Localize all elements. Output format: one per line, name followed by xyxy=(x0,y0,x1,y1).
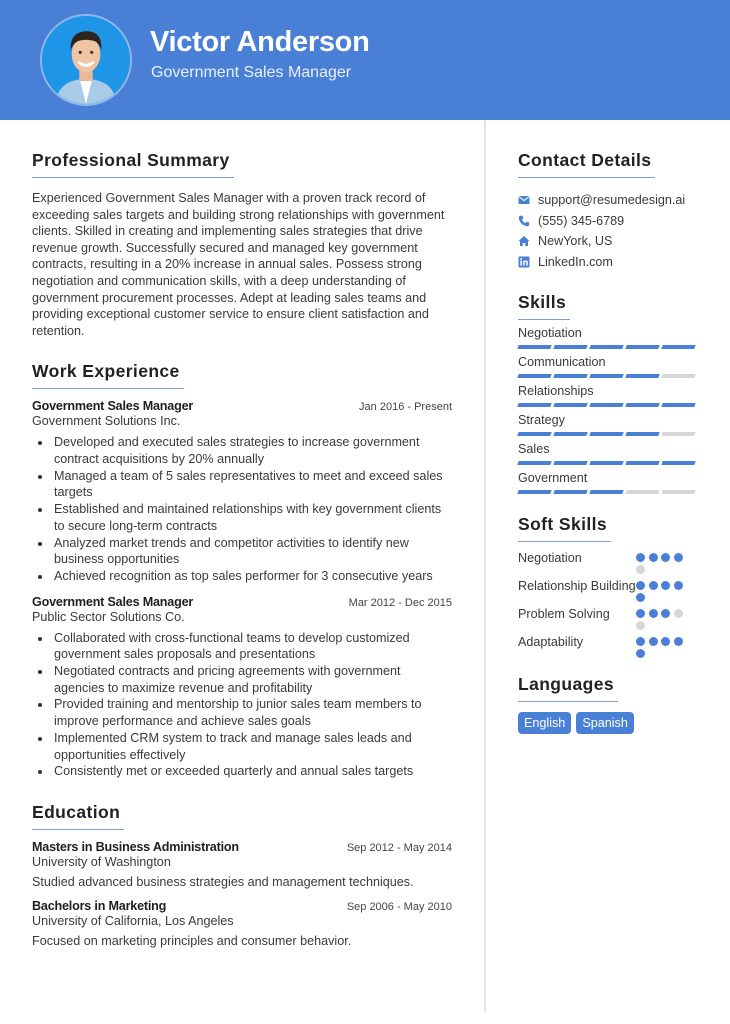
education-dates: Sep 2006 - May 2010 xyxy=(346,901,452,913)
rating-dot-icon xyxy=(636,649,645,658)
rating-dot-icon xyxy=(661,553,670,562)
bullet-item: Negotiated contracts and pricing agreements with government agencies to maximize revenue and profitability xyxy=(54,663,452,696)
rating-dot-icon xyxy=(636,621,645,630)
skill-item xyxy=(518,442,708,465)
education-description: Studied advanced business strategies and management techniques. xyxy=(32,875,414,889)
education-description: Focused on marketing principles and consumer behavior. xyxy=(32,934,352,948)
rating-dot-icon xyxy=(649,609,658,618)
skill-bar-segment xyxy=(553,403,587,407)
skill-bar-segment xyxy=(517,461,551,465)
soft-skill-rating xyxy=(636,578,686,602)
skill-level-bar xyxy=(518,403,698,407)
bullet-item: Implemented CRM system to track and manage sales leads and opportunities effectively xyxy=(54,730,452,763)
rating-dot-icon xyxy=(661,637,670,646)
education-entry xyxy=(32,840,452,889)
soft-skill-rating xyxy=(636,634,686,658)
skill-level-bar xyxy=(518,432,698,436)
contact-text: (555) 345-6789 xyxy=(538,213,625,228)
job-bullets xyxy=(32,434,452,584)
skill-item xyxy=(518,471,708,494)
skill-name: Government xyxy=(518,471,588,485)
job-entry xyxy=(32,399,452,584)
skill-bar-segment xyxy=(661,374,695,378)
skill-level-bar xyxy=(518,345,698,349)
rating-dot-icon xyxy=(636,581,645,590)
skill-name: Communication xyxy=(518,355,606,369)
skill-name: Strategy xyxy=(518,413,565,427)
skill-item xyxy=(518,413,708,436)
skill-item xyxy=(518,384,708,407)
candidate-title: Government Sales Manager xyxy=(151,64,352,81)
skill-bar-segment xyxy=(517,403,551,407)
section-heading: Languages xyxy=(518,674,618,702)
rating-dot-icon xyxy=(649,581,658,590)
bullet-item: Consistently met or exceeded quarterly and annual sales targets xyxy=(54,763,452,780)
soft-skill-item xyxy=(518,578,708,602)
contact-linkedin[interactable] xyxy=(518,252,708,273)
skill-bar-segment xyxy=(553,374,587,378)
contact-email[interactable] xyxy=(518,190,708,211)
rating-dot-icon xyxy=(636,565,645,574)
soft-skill-item xyxy=(518,550,708,574)
person-photo-icon xyxy=(42,16,130,104)
skill-name: Negotiation xyxy=(518,326,582,340)
soft-skill-rating xyxy=(636,550,686,574)
skill-bar-segment xyxy=(589,374,623,378)
rating-dot-icon xyxy=(636,637,645,646)
skill-bar-segment xyxy=(589,403,623,407)
bullet-item: Collaborated with cross-functional teams to develop customized government sales proposals and presentations xyxy=(54,630,452,663)
contact-section xyxy=(518,150,708,272)
phone-icon xyxy=(518,215,530,227)
skill-bar-segment xyxy=(589,461,623,465)
skill-bar-segment xyxy=(517,374,551,378)
soft-skills-list xyxy=(518,550,708,658)
skills-section xyxy=(518,292,708,494)
linkedin-icon xyxy=(518,256,530,268)
rating-dot-icon xyxy=(674,581,683,590)
experience-section xyxy=(32,361,452,780)
bullet-item: Achieved recognition as top sales performer for 3 consecutive years xyxy=(54,568,452,585)
skill-bar-segment xyxy=(661,432,695,436)
candidate-name: Victor Anderson xyxy=(150,26,370,58)
skill-bar-segment xyxy=(517,490,551,494)
bullet-item: Provided training and mentorship to junior sales team members to improve performance and achieve sales goals xyxy=(54,696,452,729)
skill-bar-segment xyxy=(589,432,623,436)
section-heading: Work Experience xyxy=(32,361,184,389)
contact-text: NewYork, US xyxy=(538,234,613,249)
rating-dot-icon xyxy=(649,637,658,646)
school: University of California, Los Angeles xyxy=(32,914,234,928)
skill-bar-segment xyxy=(553,461,587,465)
languages-section xyxy=(518,674,708,734)
rating-dot-icon xyxy=(674,609,683,618)
education-section xyxy=(32,802,452,948)
rating-dot-icon xyxy=(636,553,645,562)
contact-text: LinkedIn.com xyxy=(538,254,613,269)
soft-skill-name: Negotiation xyxy=(518,551,582,565)
skill-level-bar xyxy=(518,490,698,494)
job-dates: Jan 2016 - Present xyxy=(359,401,452,414)
skill-level-bar xyxy=(518,461,698,465)
degree: Bachelors in Marketing xyxy=(32,899,167,913)
rating-dot-icon xyxy=(661,581,670,590)
skill-item xyxy=(518,326,708,349)
profile-photo xyxy=(40,14,132,106)
skill-bar-segment xyxy=(625,403,659,407)
summary-section xyxy=(32,150,452,339)
education-entry xyxy=(32,899,452,948)
skill-level-bar xyxy=(518,374,698,378)
job-company: Government Solutions Inc. xyxy=(32,414,181,429)
skill-bar-segment xyxy=(553,490,587,494)
skill-name: Relationships xyxy=(518,384,594,398)
contact-location xyxy=(518,231,708,252)
soft-skill-name: Adaptability xyxy=(518,635,584,649)
soft-skills-section xyxy=(518,514,708,658)
job-title: Government Sales Manager xyxy=(32,594,194,609)
section-heading: Professional Summary xyxy=(32,150,234,178)
skill-bar-segment xyxy=(625,490,659,494)
skill-bar-segment xyxy=(553,432,587,436)
skill-bar-segment xyxy=(517,432,551,436)
bullet-item: Established and maintained relationships with key government clients to secure long-term contracts xyxy=(54,501,452,534)
soft-skill-item xyxy=(518,634,708,658)
job-entry xyxy=(32,595,452,780)
job-bullets xyxy=(32,630,452,780)
rating-dot-icon xyxy=(661,609,670,618)
skill-bar-segment xyxy=(661,461,695,465)
languages-list xyxy=(518,712,708,734)
school: University of Washington xyxy=(32,855,171,869)
column-divider xyxy=(484,120,486,1012)
rating-dot-icon xyxy=(649,553,658,562)
section-heading: Contact Details xyxy=(518,150,655,178)
rating-dot-icon xyxy=(636,609,645,618)
skill-bar-segment xyxy=(517,345,551,349)
skill-bar-segment xyxy=(553,345,587,349)
section-heading: Education xyxy=(32,802,124,830)
degree: Masters in Business Administration xyxy=(32,840,239,854)
main-column xyxy=(32,150,452,948)
skills-list xyxy=(518,326,708,494)
section-heading: Soft Skills xyxy=(518,514,611,542)
skill-bar-segment xyxy=(661,490,695,494)
sidebar-column xyxy=(518,150,708,734)
bullet-item: Managed a team of 5 sales representatives to meet and exceed sales targets xyxy=(54,468,452,501)
education-dates: Sep 2012 - May 2014 xyxy=(346,842,452,854)
job-dates: Mar 2012 - Dec 2015 xyxy=(348,596,452,609)
rating-dot-icon xyxy=(636,593,645,602)
skill-bar-segment xyxy=(661,403,695,407)
bullet-item: Analyzed market trends and competitor activities to identify new business opportunities xyxy=(54,535,452,568)
soft-skill-name: Relationship Building xyxy=(518,579,636,593)
summary-text: Experienced Government Sales Manager with a proven track record of exceeding sales targets and building strong relationships with government clients. Skilled in creating and implementing sales strategies that drive revenue growth. Successfully secured and managed key government contracts, resulting in a 20% increase in annual sales. Possess strong negotiation and communication skills, with a deep understanding of government procurement processes. Adept at leading sales teams and providing exceptional customer service to ensure client satisfaction and retention. xyxy=(32,191,445,338)
envelope-icon xyxy=(518,194,530,206)
resume-header xyxy=(0,0,730,120)
skill-bar-segment xyxy=(589,490,623,494)
language-badge: Spanish xyxy=(576,712,634,734)
skill-bar-segment xyxy=(625,461,659,465)
job-title: Government Sales Manager xyxy=(32,399,194,414)
skill-bar-segment xyxy=(625,345,659,349)
soft-skill-rating xyxy=(636,606,686,630)
soft-skill-name: Problem Solving xyxy=(518,607,610,621)
contact-text: support@resumedesign.ai xyxy=(538,193,686,208)
soft-skill-item xyxy=(518,606,708,630)
skill-item xyxy=(518,355,708,378)
contact-phone[interactable] xyxy=(518,211,708,232)
skill-bar-segment xyxy=(589,345,623,349)
job-company: Public Sector Solutions Co. xyxy=(32,609,185,624)
bullet-item: Developed and executed sales strategies to increase government contract acquisitions by 20% annually xyxy=(54,434,452,467)
rating-dot-icon xyxy=(674,553,683,562)
section-heading: Skills xyxy=(518,292,570,320)
home-icon xyxy=(518,235,530,247)
skill-bar-segment xyxy=(625,374,659,378)
language-badge: English xyxy=(518,712,571,734)
skill-bar-segment xyxy=(625,432,659,436)
skill-name: Sales xyxy=(518,442,550,456)
skill-bar-segment xyxy=(661,345,695,349)
rating-dot-icon xyxy=(674,637,683,646)
